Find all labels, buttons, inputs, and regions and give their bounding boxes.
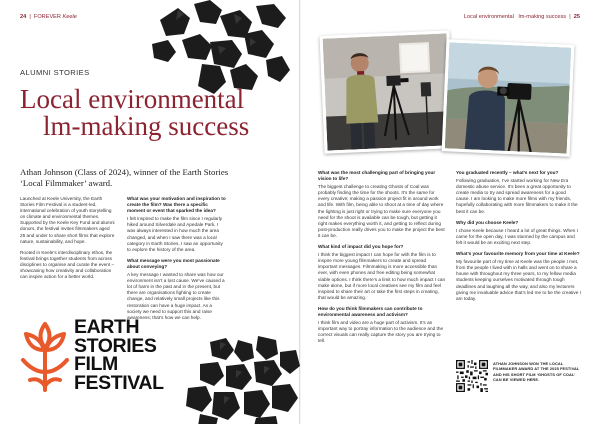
column-1 <box>20 196 116 285</box>
answer-message: A key message I wanted to share was how our environment isn’t a lost cause. We’ve caused a lot of harm in the past and in the present, but there are organisations fighting to create change, and relatively small projects like this restoration can have a huge impact. As a society we need to support this and raise awareness; that’s how we can help. <box>127 272 225 320</box>
question-impact: What kind of impact did you hope for? <box>318 244 404 250</box>
running-header-section: Local environmental <box>463 14 514 20</box>
question-message: What message were you most passionate about conveying? <box>127 257 220 269</box>
column-2 <box>127 196 226 326</box>
answer-challenge: The biggest challenge to creating Ghosts of Coal was probably finding the time for the shoots. It’s the same for every creative; making a passion project fit in around work and life. With film, being able to shoot at a time of day where the lighting is just right or trying to make sure everyone you need for the shoot is available can be tough, but getting it right makes everything worth it, and getting to reflect during post-production really drives you to make the project the best it can be. <box>318 184 445 238</box>
answer-next: Following graduation, I’ve started working for New Era domestic abuse service. It’s been a great opportunity to create media to try and spread awareness for a good cause. I am looking to make more films with my friends, hopefully collaborating with more filmmakers to make it the best it can be. <box>456 178 578 214</box>
page-title <box>20 86 300 140</box>
section-label: ALUMNI STORIES <box>20 68 90 77</box>
qr-caption: ATHAN JOHNSON WON THE LOCAL FILMMAKER AWARD AT THE 2025 FESTIVAL AND HIS SHORT FILM ‘GHOSTS OF COAL’ CAN BE VIEWED HERE. <box>493 361 580 382</box>
magazine-name: FOREVER <box>33 14 61 20</box>
standfirst: Athan Johnson (Class of 2024), winner of the Earth Stories ‘Local Filmmaker’ award. <box>20 167 229 188</box>
right-folio: Local environmental lm-making success | 25 <box>463 14 580 20</box>
question-motivation: What was your motivation and inspiration to create the film? Was there a specific moment or event that sparked the idea? <box>127 196 226 214</box>
logo-line-stories: STORIES <box>74 334 157 357</box>
photo-athan-studio-image <box>323 33 452 150</box>
festival-logo-text <box>74 318 164 392</box>
question-favourite-memory: What’s your favourite memory from your time at Keele? <box>456 251 580 257</box>
left-folio: 24 | FOREVER Keele <box>20 14 77 20</box>
photo-athan-camera-image <box>445 42 572 153</box>
page-number-left: 24 <box>20 14 27 20</box>
right-page <box>300 0 600 424</box>
festival-logo <box>20 316 164 398</box>
photo-athan-studio <box>319 30 454 154</box>
logo-line-film: FILM <box>74 353 118 375</box>
column-4 <box>456 170 581 307</box>
question-activism: How do you think filmmakers can contribute to environmental awareness and activism? <box>318 305 423 317</box>
answer-activism: I think film and video are a huge part of activism. It’s an important way to portray information to the audience and the correct visuals can really capture the story you are trying to tell. <box>318 320 444 344</box>
answer-impact: I think the biggest impact I can hope for with the film is to inspire more young filmmakers to create and spread important messages. Filmmaking is more accessible than ever, with even phones and free editing being somewhat viable options. I think there’s a limit to how much impact I can make alone, but if more local creatives see my film and feel inspired to share their art or take the first steps in creating, that would be amazing. <box>318 252 446 300</box>
running-header-title: lm-making success <box>518 14 567 20</box>
logo-line-festival: FESTIVAL <box>74 371 164 394</box>
answer-motivation: I felt inspired to make the film since I regularly hiked around Silverdale and Apedale Park. I was always interested in how much the area changed, and when I saw there was a local category in Earth Stories, I saw an opportunity to explore the history of the area. <box>127 216 223 252</box>
intro-paragraph-2: Rooted in Keele’s interdisciplinary ethos, the festival brings together students from across disciplines to organise and curate the event – showcasing how creativity and collaboration can inspire action for a better world. <box>20 249 115 280</box>
headline-line-2: lm-making success <box>43 111 250 141</box>
intro-paragraph-1: Launched at Keele University, the Earth Stories Film Festival is a student-led, international celebration of youth storytelling on climate and environmental themes. Supported by the Keele Key Fund and alumni donors, the festival invites filmmakers aged 25 and under to share short films that explore nature, sustainability, and hope. <box>20 196 115 244</box>
magazine-name-suffix: Keele <box>62 14 77 20</box>
coal-pieces-bottom <box>180 336 300 424</box>
page-number-right: 25 <box>573 14 580 20</box>
qr-code-icon[interactable] <box>456 360 488 392</box>
headline-line-1: Local environmental <box>20 84 245 114</box>
flower-logo-icon <box>20 320 70 394</box>
question-why-keele: Why did you choose Keele? <box>456 219 519 225</box>
answer-why-keele: I chose Keele because I heard a lot of great things. When I came for the open day, I was stunned by the campus and felt it would be an exciting next step. <box>456 227 578 245</box>
column-3 <box>318 170 446 349</box>
question-next: You graduated recently – what’s next for you? <box>456 170 559 175</box>
photo-athan-camera <box>442 39 575 156</box>
question-challenge: What was the most challenging part of bringing your vision to life? <box>318 170 436 182</box>
qr-callout <box>456 360 584 394</box>
logo-line-earth: EARTH <box>74 316 140 338</box>
answer-favourite-memory: My favourite part of my time at Keele was the people I met, from the people I lived with in halls and went on to share a house with throughout my three years, to my fellow media students keeping ourselves motivated through tough deadlines and laughing all the way, and also my lecturers giving me invaluable advice that’s led me to be the creative I am today. <box>456 259 581 301</box>
spread-gutter <box>299 0 301 424</box>
